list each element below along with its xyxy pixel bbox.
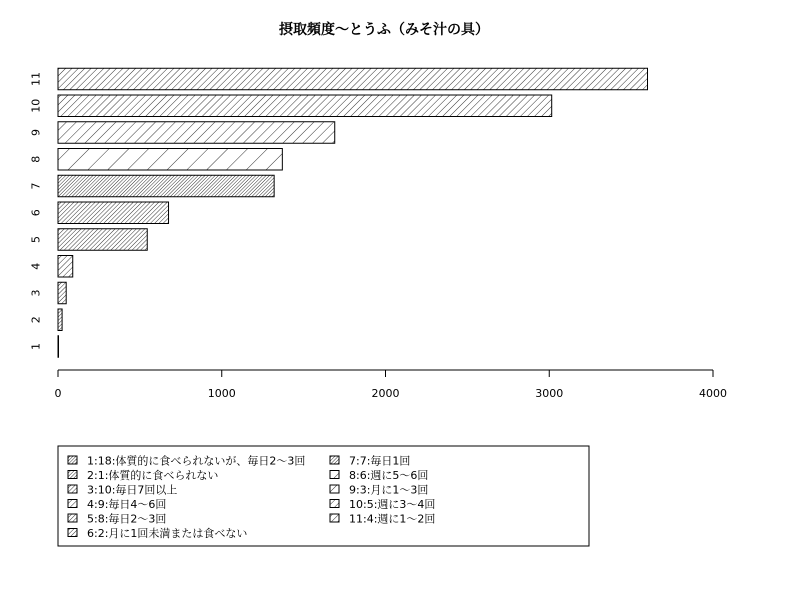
x-tick-label: 1000	[207, 387, 236, 400]
legend-label: 2:1:体質的に食べられない	[87, 469, 219, 482]
bar-9	[58, 122, 335, 144]
bar-11	[58, 68, 648, 90]
y-tick-label: 9	[29, 129, 43, 136]
legend-key	[330, 485, 339, 493]
bar-10	[58, 95, 552, 117]
legend-key	[68, 500, 77, 508]
legend-key	[330, 456, 339, 464]
y-tick-label: 3	[29, 289, 43, 297]
legend-label: 1:18:体質的に食べられないが、毎日2～3回	[87, 454, 306, 468]
x-tick-label: 4000	[699, 387, 727, 400]
bar-2	[58, 309, 62, 331]
y-tick-label: 4	[29, 262, 43, 270]
bar-3	[58, 282, 66, 304]
y-tick-label: 11	[29, 72, 43, 86]
legend-key	[68, 456, 77, 464]
x-tick-label: 0	[54, 387, 62, 400]
bar-1	[58, 336, 59, 358]
legend-label: 4:9:毎日4～6回	[87, 498, 167, 511]
bar-5	[58, 229, 147, 251]
legend-label: 11:4:週に1～2回	[349, 512, 436, 526]
legend-label: 7:7:毎日1回	[349, 454, 411, 468]
y-tick-label: 1	[29, 343, 43, 350]
legend-label: 5:8:毎日2～3回	[87, 512, 167, 526]
y-tick-label: 6	[29, 209, 43, 217]
legend-key	[330, 471, 339, 479]
bar-7	[58, 175, 274, 197]
x-tick-label: 2000	[371, 387, 400, 400]
legend-key	[330, 500, 339, 508]
bar-4	[58, 256, 73, 278]
bar-6	[58, 202, 169, 224]
legend-key	[68, 471, 77, 479]
y-tick-label: 7	[29, 182, 43, 190]
legend-key	[68, 514, 77, 522]
x-tick-label: 3000	[535, 387, 564, 400]
chart-title: 摂取頻度～とうふ（みそ汁の具）	[279, 22, 489, 38]
legend-key	[68, 485, 77, 493]
y-tick-label: 10	[29, 98, 43, 113]
legend-label: 3:10:毎日7回以上	[87, 483, 178, 497]
x-axis	[55, 370, 728, 400]
bar-8	[58, 149, 282, 171]
legend-label: 10:5:週に3～4回	[349, 498, 436, 511]
legend-key	[68, 529, 77, 537]
legend-label: 9:3:月に1～3回	[349, 483, 429, 497]
y-tick-label: 5	[29, 236, 43, 243]
bars	[58, 68, 648, 357]
legend	[58, 446, 589, 546]
y-tick-label: 2	[29, 316, 43, 324]
y-axis	[30, 72, 43, 350]
legend-label: 8:6:週に5～6回	[349, 469, 429, 482]
legend-label: 6:2:月に1回未満または食べない	[87, 527, 248, 540]
legend-key	[330, 514, 339, 522]
y-tick-label: 8	[29, 155, 43, 163]
